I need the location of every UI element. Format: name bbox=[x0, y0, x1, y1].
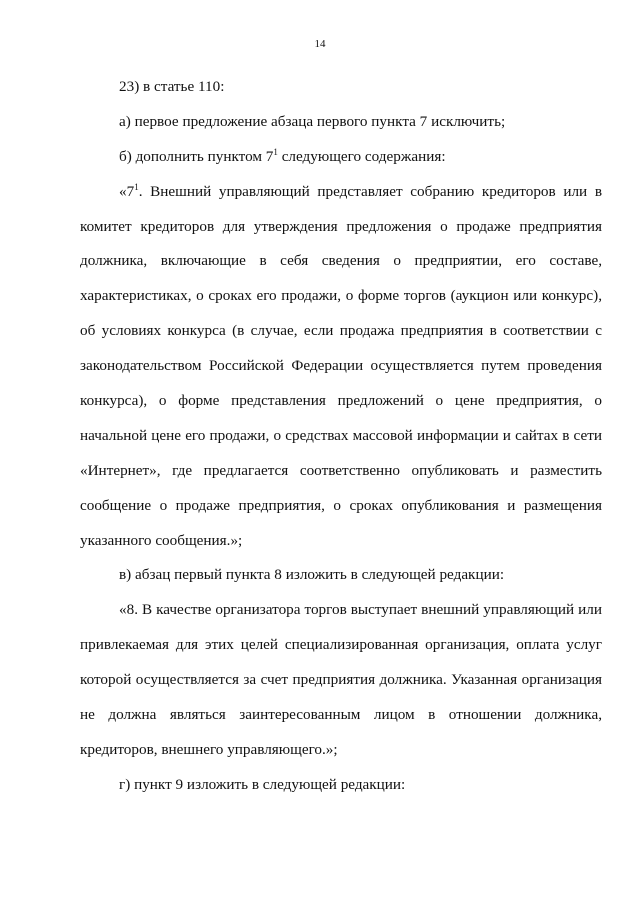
quote-7-1-lead: «7 bbox=[119, 182, 135, 200]
text-line: которой осуществляется за счет предприятия должника. Указанная организация bbox=[80, 671, 602, 689]
article-heading: 23) в статье 110: bbox=[119, 78, 225, 95]
text-line: комитет кредиторов для утверждения предложения о продаже предприятия bbox=[80, 217, 602, 235]
item-b bbox=[119, 148, 446, 165]
quote-7-1-start bbox=[119, 183, 602, 200]
text-line: кредиторов, внешнего управляющего.»; bbox=[80, 740, 338, 758]
item-v: в) абзац первый пункта 8 изложить в следующей редакции: bbox=[119, 566, 505, 584]
text-line bbox=[80, 558, 602, 593]
text-line: об условиях конкурса (в случае, если продажа предприятия в соответствии с bbox=[80, 322, 602, 340]
text-line bbox=[80, 140, 602, 175]
item-b-text-end: следующего содержания: bbox=[277, 147, 446, 165]
text-line bbox=[80, 175, 602, 210]
text-line: сообщение о продаже предприятия, о сроках опубликования и размещения bbox=[80, 496, 602, 514]
text-line: «8. В качестве организатора торгов выступает внешний управляющий или bbox=[119, 601, 602, 619]
page-number: 14 bbox=[314, 38, 326, 50]
item-b-text-start: б) дополнить пунктом 7 bbox=[119, 147, 274, 165]
text-line: характеристиках, о сроках его продажи, о форме торгов (аукцион или конкурс), bbox=[80, 287, 602, 305]
item-g: г) пункт 9 изложить в следующей редакции: bbox=[119, 775, 406, 793]
superscript: 1 bbox=[273, 146, 278, 157]
item-a: а) первое предложение абзаца первого пункта 7 исключить; bbox=[119, 112, 506, 130]
text-line: не должна являться заинтересованным лицом в отношении должника, bbox=[80, 706, 602, 724]
superscript: 1 bbox=[134, 181, 139, 192]
text-line: «Интернет», где предлагается соответственно опубликовать и разместить bbox=[80, 461, 602, 479]
text-line: должника, включающие в себя сведения о предприятии, его составе, bbox=[80, 252, 602, 270]
text-line: начальной цене его продажи, о средствах массовой информации и сайтах в сети bbox=[80, 426, 602, 444]
text-line bbox=[80, 768, 602, 803]
text-line bbox=[80, 70, 602, 105]
text-line: конкурса), о форме представления предложений о цене предприятия, о bbox=[80, 392, 602, 410]
text-line: указанного сообщения.»; bbox=[80, 531, 243, 549]
quote-7-1-text: . Внешний управляющий представляет собранию кредиторов или в bbox=[138, 182, 602, 200]
document-body bbox=[80, 70, 602, 803]
text-line bbox=[80, 105, 602, 140]
text-line: законодательством Российской Федерации осуществляется путем проведения bbox=[80, 357, 602, 375]
text-line: привлекаемая для этих целей специализированная организация, оплата услуг bbox=[80, 636, 602, 654]
